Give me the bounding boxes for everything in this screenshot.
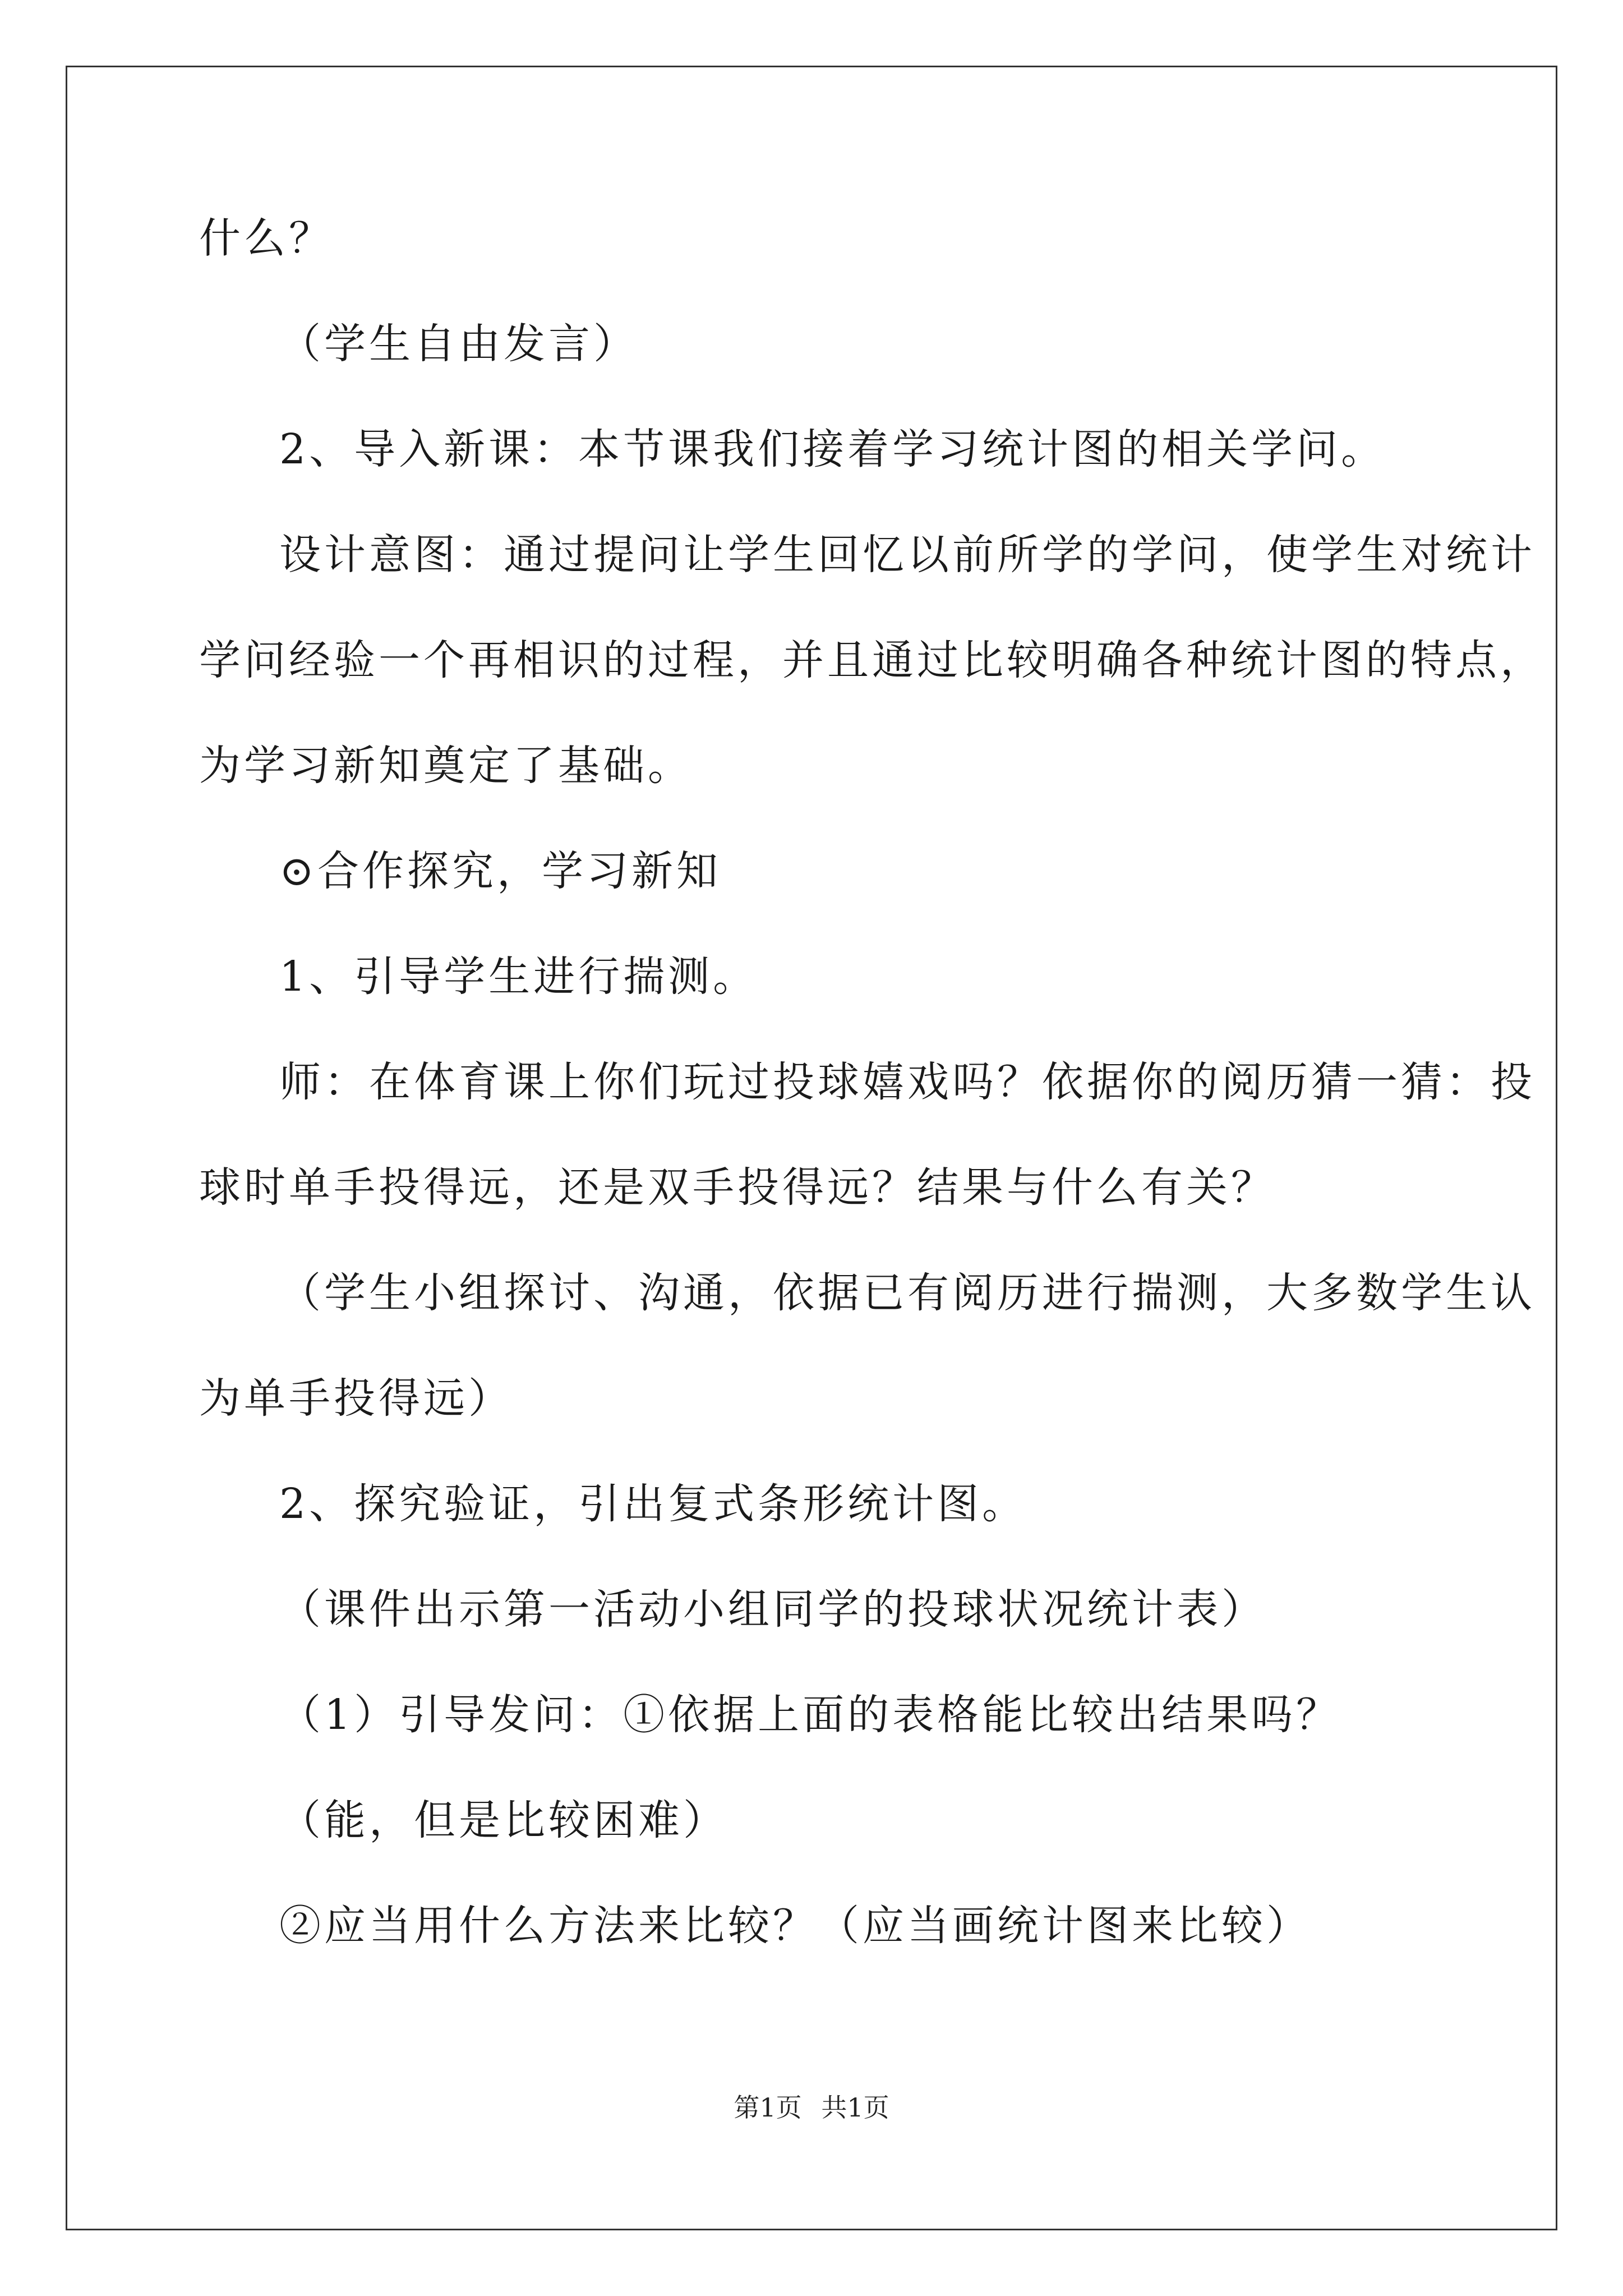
paragraph-line: 为学习新知奠定了基础。 bbox=[199, 742, 693, 790]
section-heading: ⊙合作探究，学习新知 bbox=[279, 847, 722, 895]
paragraph-line: 师：在体育课上你们玩过投球嬉戏吗？依据你的阅历猜一猜：投 bbox=[279, 1058, 1536, 1106]
paragraph-line: （课件出示第一活动小组同学的投球状况统计表） bbox=[279, 1585, 1266, 1634]
paragraph-line: （学生小组探讨、沟通，依据已有阅历进行揣测，大多数学生认 bbox=[279, 1269, 1536, 1317]
paragraph-line: 球时单手投得远，还是双手投得远？结果与什么有关？ bbox=[199, 1163, 1276, 1212]
paragraph-line: 学问经验一个再相识的过程，并且通过比较明确各种统计图的特点， bbox=[199, 636, 1545, 684]
paragraph-line: 2、导入新课：本节课我们接着学习统计图的相关学问。 bbox=[279, 425, 1386, 473]
paragraph-line: 2、探究验证，引出复式条形统计图。 bbox=[279, 1480, 1027, 1528]
paragraph-line: 什么？ bbox=[199, 214, 334, 263]
total-pages: 共1页 bbox=[821, 2092, 889, 2123]
paragraph-line: 1、引导学生进行揣测。 bbox=[279, 953, 758, 1001]
paragraph-line: ②应当用什么方法来比较？（应当画统计图来比较） bbox=[279, 1902, 1311, 1950]
paragraph-line: （学生自由发言） bbox=[279, 320, 638, 368]
paragraph-line: 设计意图：通过提问让学生回忆以前所学的学问，使学生对统计 bbox=[279, 531, 1536, 579]
page-footer bbox=[0, 2091, 1623, 2124]
page-number: 第1页 bbox=[734, 2092, 802, 2123]
paragraph-line: 为单手投得远） bbox=[199, 1374, 513, 1423]
paragraph-line: （能，但是比较困难） bbox=[279, 1796, 728, 1844]
paragraph-line: （1）引导发问：①依据上面的表格能比较出结果吗？ bbox=[279, 1691, 1341, 1739]
